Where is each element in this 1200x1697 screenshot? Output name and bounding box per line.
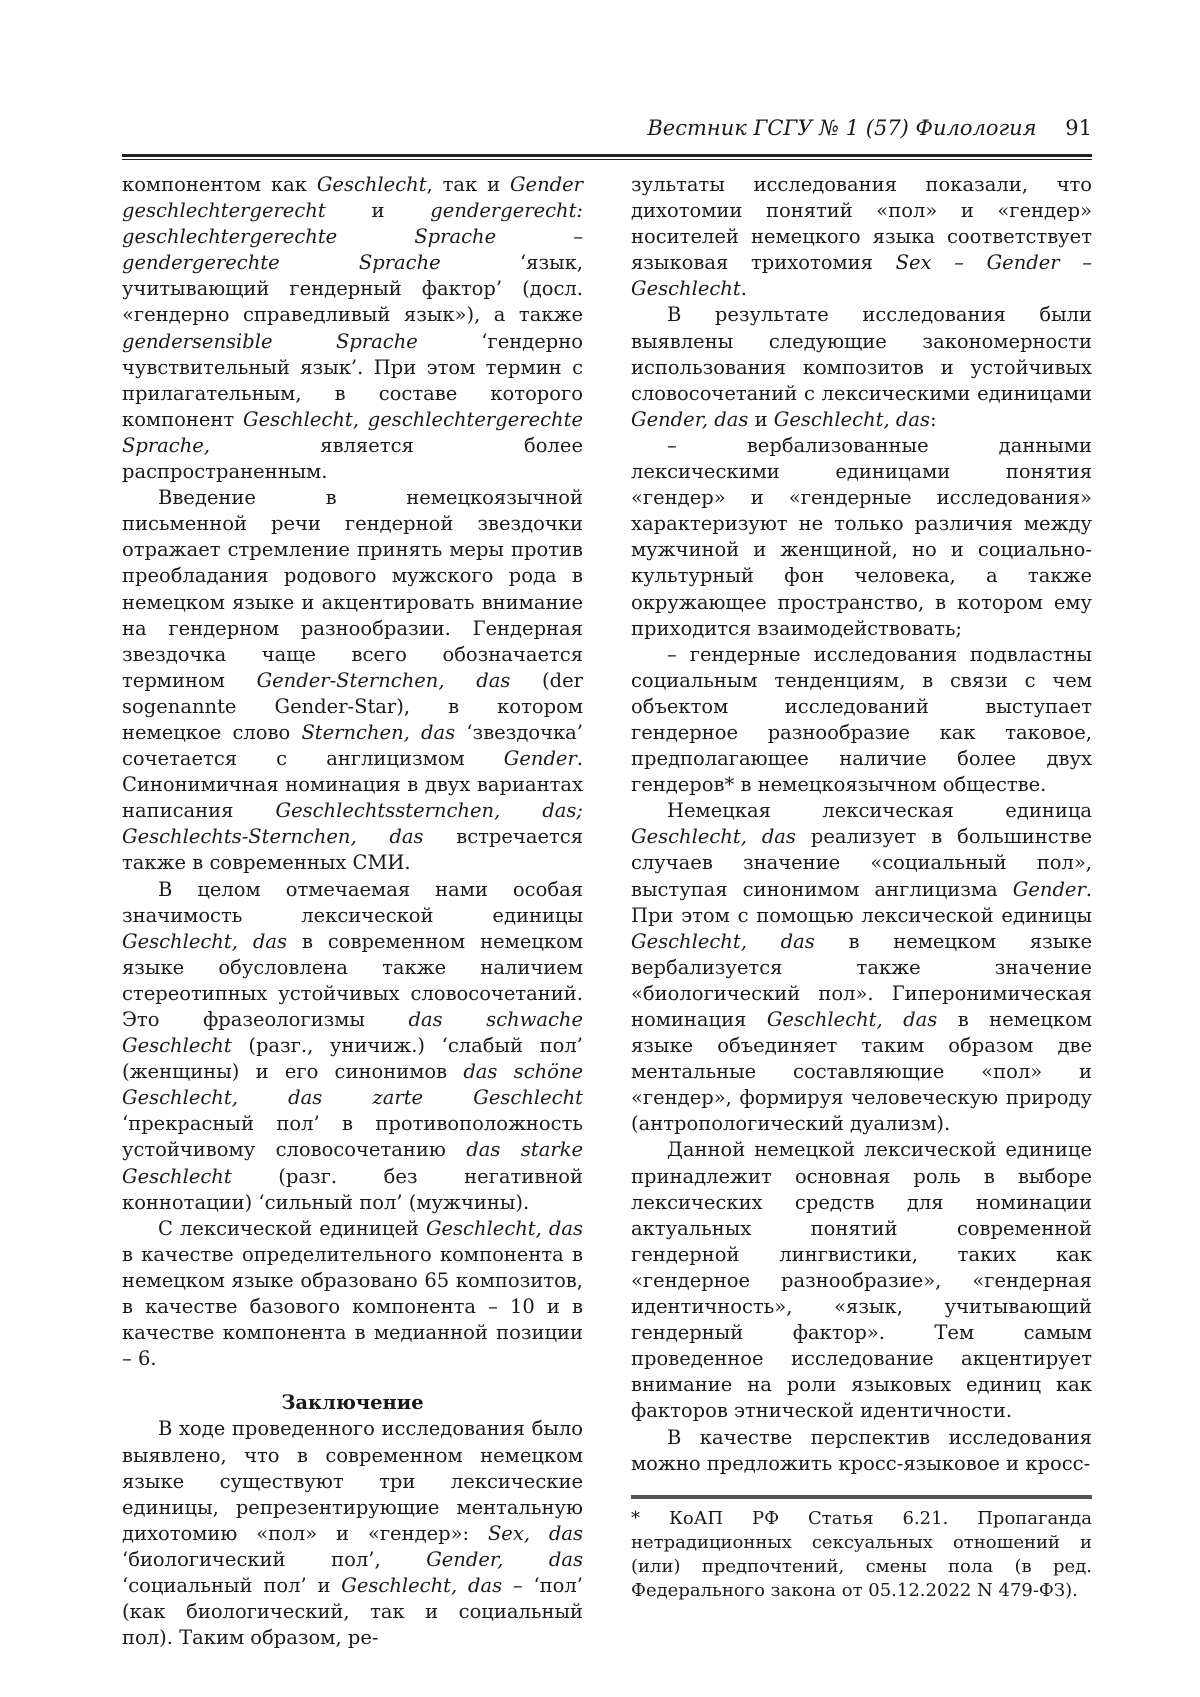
left-column	[122, 172, 583, 1651]
text-run: в немецком языке объединяет таким образом две ментальные составляющие «пол» и «гендер», формируя человеческую природу (антропологический дуализм).	[631, 1008, 1092, 1136]
text-run: в немецком языке вербализуется также значение «биологический пол». Гиперонимическая номинация	[631, 929, 1092, 1031]
paragraph	[631, 798, 1092, 1137]
text-run: ‘социальный пол’ и	[122, 1573, 342, 1597]
text-run: . Синонимичная номинация в двух вариантах написания	[122, 747, 583, 823]
text-run: :	[930, 407, 937, 431]
text-run: .	[740, 277, 747, 301]
section-heading: Заключение	[281, 1391, 424, 1415]
list-item	[631, 642, 1092, 799]
text-run: С лексической единицей	[158, 1216, 426, 1240]
paragraph	[122, 485, 583, 876]
header-rule-thin	[122, 159, 1092, 160]
italic-term: Geschlechtssternchen, das; Geschlechts-Sternchen, das	[122, 799, 583, 849]
paragraph	[122, 1216, 583, 1373]
text-run: Немецкая лексическая единица	[667, 799, 1092, 823]
italic-term: Sex, das	[487, 1521, 583, 1545]
text-run: Данной немецкой лексической единице принадлежит основная роль в выборе лексических средств для номинации актуальных понятий современной гендерной лингвистики, таких как «гендерное разнообразие», «гендерная идентичность», «язык, учитывающий гендерный фактор». Тем самым проведенное исследование акцентирует внимание на роли языковых единиц как факторов этнической идентичности.	[631, 1138, 1092, 1423]
text-run: зультаты исследования показали, что дихотомии понятий «пол» и «гендер» носителей немецкого языка соответствует языковая трихотомия	[631, 173, 1092, 275]
text-run: – вербализованные данными лексическими единицами понятия «гендер» и «гендерные исследования» характеризуют не только различия между мужчиной и женщиной, но и социально-культурный фон человека, а также окружающее пространство, в котором ему приходится взаимодействовать;	[631, 433, 1092, 640]
italic-term: Gender-Sternchen, das	[256, 668, 511, 692]
text-run: является более распространенным.	[122, 433, 583, 484]
italic-term: Geschlecht, das	[425, 1216, 583, 1240]
italic-term: gendergerecht: geschlechtergerechte Sprache – gendergerechte Sprache	[122, 199, 583, 275]
italic-term: Sex – Gender – Geschlecht	[631, 251, 1092, 301]
text-run: В целом отмечаемая нами особая значимость лексической единицы	[122, 877, 583, 927]
italic-term: Gender, das	[631, 407, 749, 431]
page-number: 91	[1065, 116, 1092, 140]
text-run: – ‘пол’ (как биологический, так и социальный пол). Таким образом, ре-	[122, 1573, 583, 1650]
paragraph	[631, 302, 1092, 432]
italic-term: Gender	[503, 747, 577, 771]
italic-term: Sternchen, das	[301, 720, 456, 744]
italic-term: das schöne Geschlecht, das zarte Geschlecht	[122, 1060, 584, 1110]
paragraph	[631, 172, 1092, 302]
text-run: ‘гендерно чувствительный язык’. При этом термин с прилагательным, в составе которого компонент	[122, 329, 583, 431]
text-run: , так и	[426, 173, 510, 196]
text-run: Введение в немецкоязычной письменной речи гендерной звездочки отражает стремление принять меры против преобладания родового мужского рода в немецком языке и акцентировать внимание на гендерном разнообразии. Гендерная звездочка чаще всего обозначается термином	[122, 486, 583, 692]
right-column	[631, 172, 1092, 1603]
text-run: в качестве определительного компонента в немецком языке образовано 65 композитов, в качестве базового компонента – 10 и в качестве компонента в медианной позиции – 6.	[122, 1242, 583, 1371]
text-run: . При этом с помощью лексической единицы	[631, 877, 1092, 927]
italic-term: Geschlecht, das	[631, 825, 796, 849]
paragraph	[122, 172, 583, 485]
header-rule-thick	[122, 154, 1092, 157]
text-run: ‘биологический пол’,	[122, 1547, 427, 1571]
italic-term: Gender geschlechtergerecht	[122, 173, 583, 223]
text-run: ‘звездочка’ сочетается с англицизмом	[122, 720, 583, 771]
text-run: реализует в большинстве случаев значение «социальный пол», выступая синонимом англицизма	[631, 825, 1092, 901]
text-run: в современном немецком языке обусловлена также наличием стереотипных устойчивых словосочетаний. Это фразеологизмы	[122, 929, 583, 1031]
text-run: В ходе проведенного исследования было выявлено, что в современном немецком языке существуют три лексические единицы, репрезентирующие ментальную дихотомию «пол» и «гендер»:	[122, 1417, 583, 1545]
list-item	[631, 433, 1092, 642]
text-run: компонентом как	[122, 173, 317, 196]
italic-term: das starke Geschlecht	[122, 1138, 583, 1188]
italic-term: Geschlecht, geschlechtergerechte Sprache,	[122, 407, 583, 457]
text-run: В результате исследования были выявлены следующие закономерности использования композитов и устойчивых словосочетаний с лексическими единицами	[631, 303, 1092, 405]
text-run: и	[325, 199, 431, 223]
footnote: * КоАП РФ Статья 6.21. Пропаганда нетрадиционных сексуальных отношений и (или) предпочтений, смены пола (в ред. Федерального закона от 05.12.2022 N 479-ФЗ).	[631, 1507, 1092, 1601]
text-run: (der sogenannte Gender-Star), в котором немецкое слово	[122, 668, 583, 744]
paragraph	[631, 1425, 1092, 1477]
text-run: – гендерные исследования подвластны социальным тенденциям, в связи с чем объектом исследований выступает гендерное разнообразие как таковое, предполагающее наличие более двух гендеров* в немецкоязычном обществе.	[631, 642, 1092, 797]
paragraph	[122, 1416, 583, 1651]
italic-term: gendersensible Sprache	[122, 329, 418, 353]
italic-term: das schwache Geschlecht	[122, 1008, 584, 1058]
text-run: В качестве перспектив исследования можно предложить кросс-языковое и кросс-	[631, 1425, 1092, 1475]
text-run: (разг., уничиж.) ‘слабый пол’ (женщины) и его синонимов	[122, 1034, 583, 1084]
journal-title: Вестник ГСГУ № 1 (57) Филология	[647, 116, 1037, 140]
italic-term: Gender, das	[426, 1547, 584, 1571]
text-run: ‘язык, учитывающий гендерный фактор’ (досл. «гендерно справедливый язык»), а также	[122, 251, 583, 327]
paragraph	[631, 1137, 1092, 1424]
italic-term: Geschlecht	[316, 173, 427, 196]
text-run: ‘прекрасный пол’ в противоположность устойчивому словосочетанию	[122, 1112, 583, 1162]
text-run: (разг. без негативной коннотации) ‘сильный пол’ (мужчины).	[122, 1164, 583, 1214]
italic-term: Geschlecht, das	[341, 1573, 503, 1597]
italic-term: Geschlecht, das	[122, 929, 287, 953]
italic-term: Geschlecht, das	[631, 929, 815, 953]
italic-term: Geschlecht, das	[773, 407, 931, 431]
italic-term: Gender	[1012, 877, 1086, 901]
italic-term: Geschlecht, das	[766, 1008, 938, 1031]
running-header	[122, 116, 1092, 150]
paragraph	[122, 877, 583, 1216]
text-run: встречается также в современных СМИ.	[122, 825, 584, 875]
text-run: и	[748, 407, 774, 431]
footnote-rule	[631, 1495, 1092, 1499]
